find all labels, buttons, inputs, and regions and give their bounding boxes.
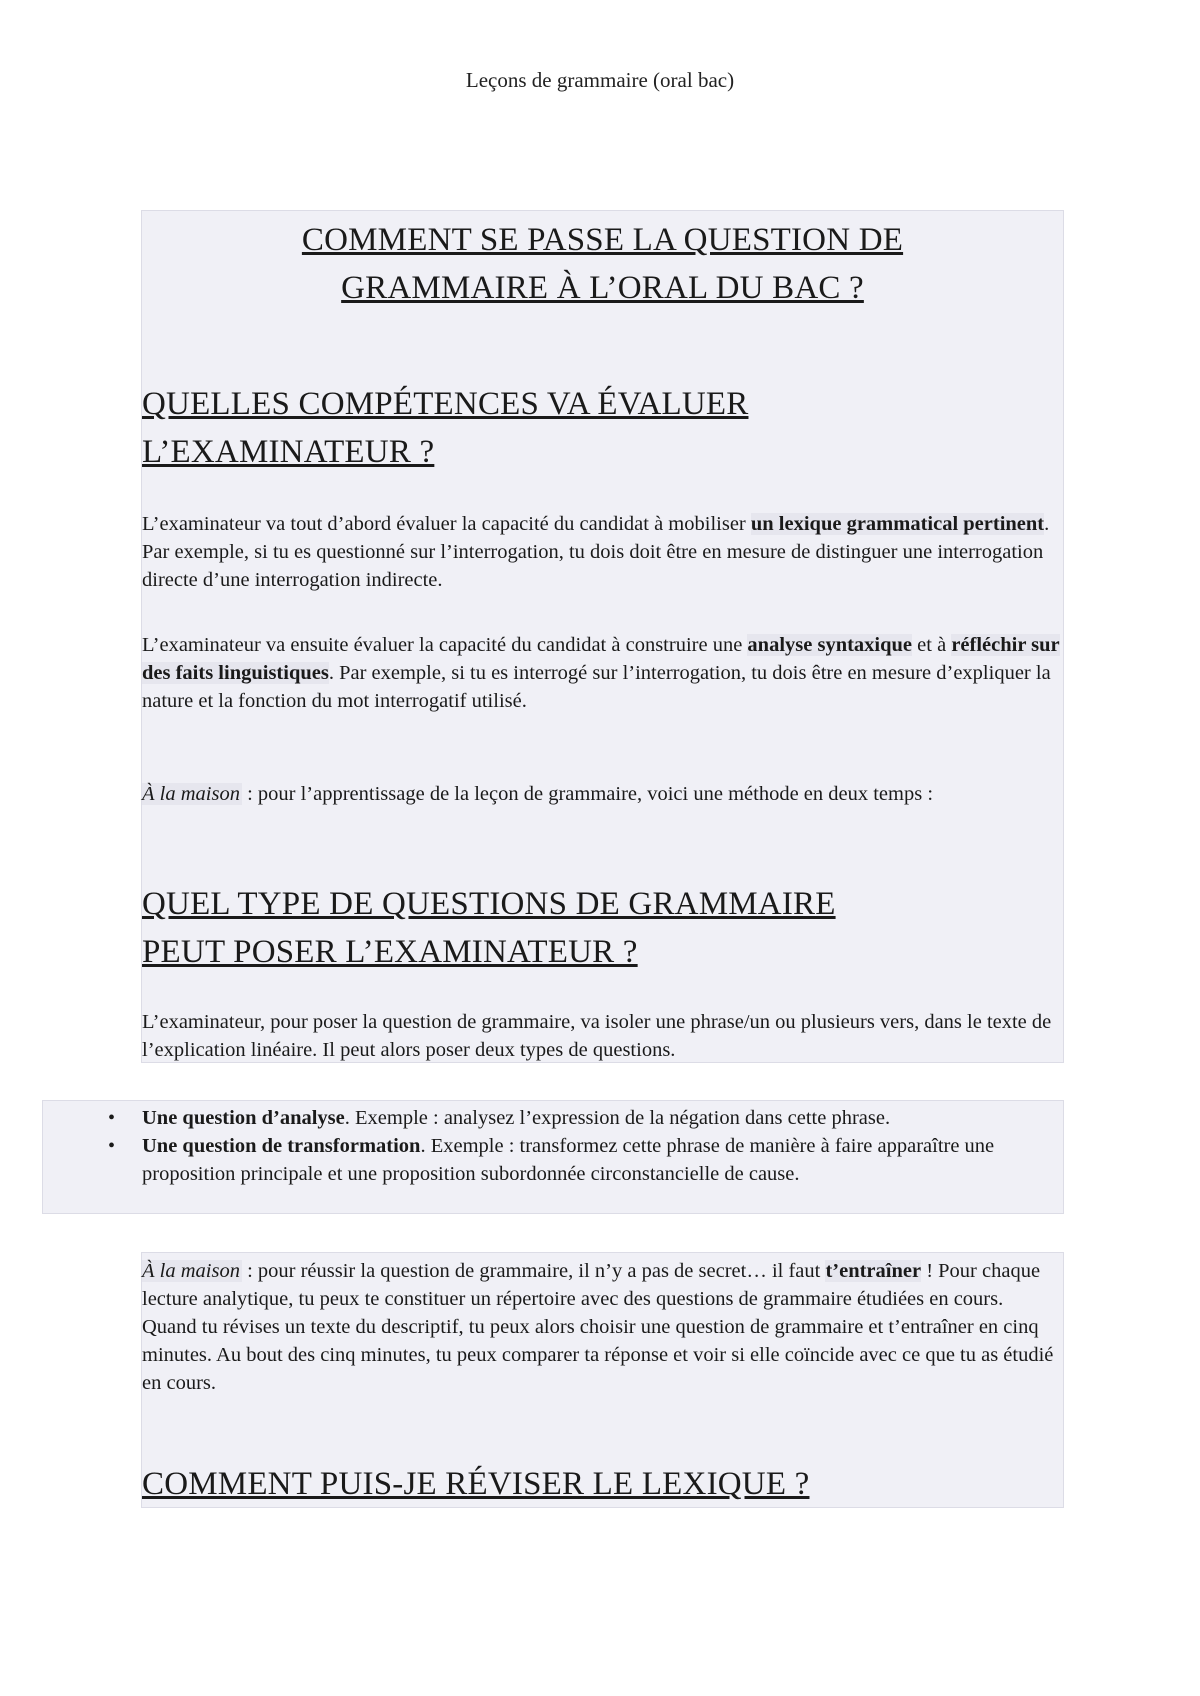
emphasis-text: réfléchir sur des faits linguistiques [142,634,1060,684]
section-heading-types [142,880,1062,976]
section-heading-lexique: COMMENT PUIS-JE RÉVISER LE LEXIQUE ? [142,1466,810,1502]
text-run: L’examinateur va tout d’abord évaluer la capacité du candidat à mobiliser [142,513,751,535]
emphasis-text: analyse syntaxique [747,634,913,656]
heading-line-2: PEUT POSER L’EXAMINATEUR ? [142,934,638,970]
title-line-2: GRAMMAIRE À L’ORAL DU BAC ? [341,270,864,306]
heading-line-1: QUEL TYPE DE QUESTIONS DE GRAMMAIRE [142,886,836,922]
list-item-title: Une question d’analyse [142,1107,345,1129]
list-item [100,1132,1060,1188]
question-types-list [100,1104,1060,1188]
section-heading-competences [142,380,1062,476]
bullet-glyph: • [108,1107,116,1129]
heading-line-1: QUELLES COMPÉTENCES VA ÉVALUER [142,386,749,422]
text-run: L’examinateur va ensuite évaluer la capacité du candidat à construire une [142,634,748,656]
page-header: Leçons de grammaire (oral bac) [465,68,735,92]
text-run: . Par exemple, si tu es interrogé sur l’interrogation, tu dois être en mesure d’expliquer la nature et la fonction du mot interrogatif utilisé. [142,662,1051,712]
heading-line-2: L’EXAMINATEUR ? [142,434,435,470]
italic-label: À la maison [142,783,240,805]
paragraph-maison-1 [142,780,1062,808]
paragraph-maison-2 [142,1257,1062,1397]
text-run: ! Pour chaque lecture analytique, tu peux te constituer un répertoire avec des questions de grammaire étudiées en cours. Quand tu révises un texte du descriptif, tu peux alors choisir une question de grammaire et t’entraîner en cinq minutes. Au bout des cinq minutes, tu peux comparer ta réponse et voir si elle coïncide avec ce que tu as étudié en cours. [142,1260,1054,1394]
emphasis-text: un lexique grammatical pertinent [750,513,1045,535]
list-item-title: Une question de transformation [142,1135,421,1157]
list-item [100,1104,1060,1132]
italic-label: À la maison [142,1260,240,1282]
bullet-glyph: • [108,1135,116,1157]
document-title [141,216,1064,312]
paragraph-analyse [142,631,1062,715]
text-run: . Par exemple, si tu es questionné sur l’interrogation, tu dois doit être en mesure de distinguer une interrogation directe d’une interrogation indirecte. [142,513,1050,591]
title-line-1: COMMENT SE PASSE LA QUESTION DE [301,222,904,258]
list-item-text: . Exemple : analysez l’expression de la négation dans cette phrase. [344,1107,891,1129]
text-run: : pour réussir la question de grammaire, il n’y a pas de secret… il faut [241,1260,826,1282]
list-item-text: . Exemple : transformez cette phrase de manière à faire apparaître une proposition principale et une proposition subordonnée circonstancielle de cause. [142,1135,995,1185]
paragraph-types: L’examinateur, pour poser la question de grammaire, va isoler une phrase/un ou plusieurs vers, dans le texte de l’explication linéaire. Il peut alors poser deux types de questions. [142,1011,1052,1061]
text-run: et à [912,634,952,656]
paragraph-lexique [142,510,1062,594]
text-run: : pour l’apprentissage de la leçon de grammaire, voici une méthode en deux temps : [241,783,934,805]
emphasis-text: t’entraîner [825,1260,922,1282]
